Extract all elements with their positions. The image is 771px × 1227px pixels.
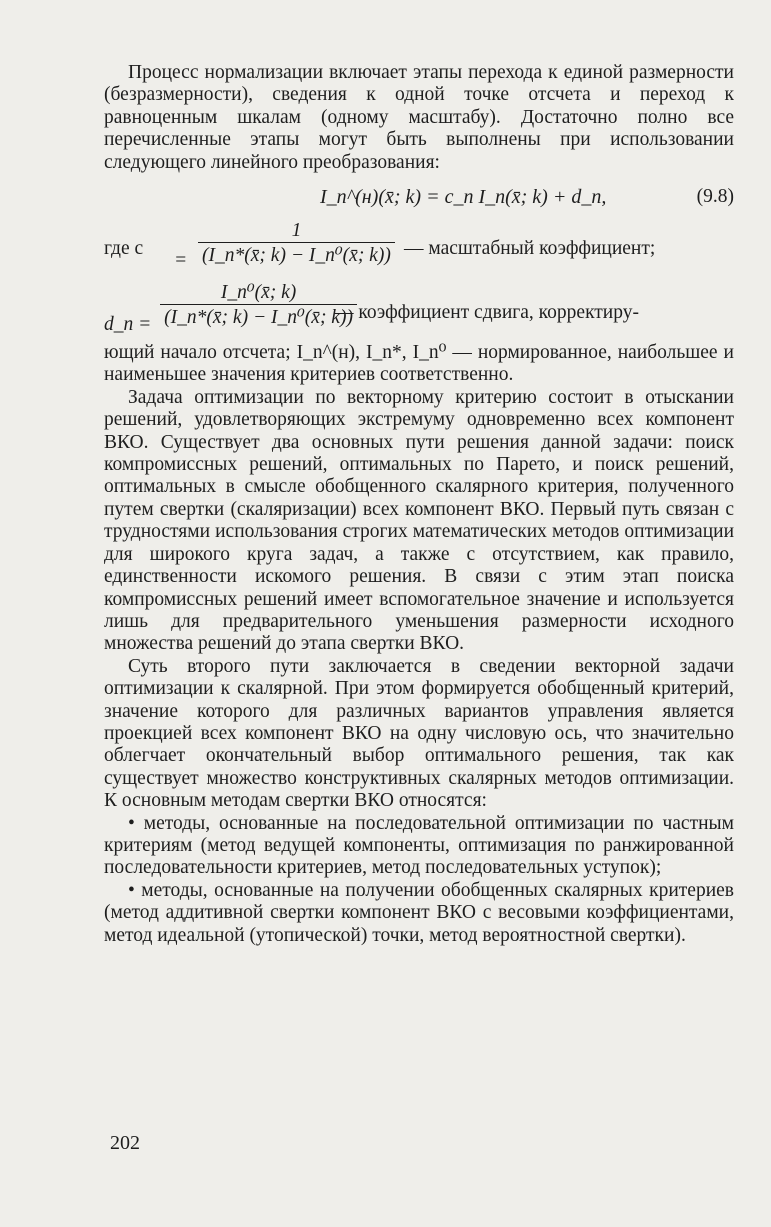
paragraph-vector-optimization: Задача оптимизации по векторному критерию состоит в отыскании решений, удовлетворяющих экстремуму одновременно всех компонент ВКО. Существует два основных пути решения данной задачи: поиск компромиссных решений, оптимальных по Парето, и поиск решений, оптимальных в смысле обобщенного скалярного критерия, полученного путем свертки (скаляризации) всех компонент ВКО. Первый путь связан с трудностями использования строгих математических методов оптимизации для широкого круга задач, а также с отсутствием, как правило, единственности искомого решения. В связи с этим этап поиска компромиссных решений имеет вспомогательное значение и используется лишь для предварительного уменьшения размерности исходного множества решений до этапа свертки ВКО. [104, 386, 734, 655]
dn-fraction [104, 282, 357, 336]
cn-definition [104, 220, 734, 276]
body-text [104, 62, 734, 947]
dn-description: — коэффициент сдвига, корректиру- [334, 302, 639, 324]
dn-label: d_n = [104, 314, 152, 336]
dn-numerator: I_n⁰(x̄; k) [220, 282, 297, 304]
page-number: 202 [110, 1132, 140, 1154]
cn-numerator: 1 [291, 220, 302, 242]
where-label: где c [104, 238, 144, 260]
bullet-generalized-methods: • методы, основанные на получении обобщенных скалярных критериев (метод аддитивной свертки компонент ВКО с весовыми коэффициентами, метод идеальной (утопической) точки, метод вероятностной свертки). [104, 879, 734, 946]
formula-number: (9.8) [696, 186, 734, 208]
paragraph-normalization: Процесс нормализации включает этапы перехода к единой размерности (безразмерности), сведения к одной точке отсчета и переход к равноценным шкалам (одному масштабу). Достаточно полно все перечисленные этапы могут быть выполнены при использовании следующего линейного преобразования: [104, 62, 734, 173]
bullet-sequential-methods: • методы, основанные на последовательной оптимизации по частным критериям (метод ведущей компоненты, оптимизация по ранжированной последовательности критериев, метод последовательных уступок); [104, 812, 734, 879]
formula-9-8 [104, 178, 734, 218]
cn-denominator: (I_n*(x̄; k) − I_n⁰(x̄; k)) [198, 242, 395, 267]
cn-fraction: = $\frac{1}{\text{(I\_n*(x̄; k) − I\_n⁰(x̄; k))}}$ [174, 220, 395, 268]
dn-denominator: (I_n*(x̄; k) − I_n⁰(x̄; k)) [160, 304, 357, 329]
formula-main: I_n^(н)(x̄; k) = c_n I_n(x̄; k) + d_n, [320, 186, 607, 209]
cn-description: — масштабный коэффициент; [404, 238, 656, 260]
paragraph-dn-continuation: ющий начало отсчета; I_n^(н), I_n*, I_n⁰ — нормированное, наибольшее и наименьшее значения критериев соответственно. [104, 342, 734, 386]
dn-definition [104, 282, 734, 342]
paragraph-second-path: Суть второго пути заключается в сведении векторной задачи оптимизации к скалярной. При этом формируется обобщенный критерий, значение которого для различных вариантов управления является проекцией всех компонент ВКО на одну числовую ось, что значительно облегчает окончательный выбор оптимального решения, так как существует множество конструктивных скалярных методов оптимизации. К основным методам свертки ВКО относятся: [104, 655, 734, 812]
